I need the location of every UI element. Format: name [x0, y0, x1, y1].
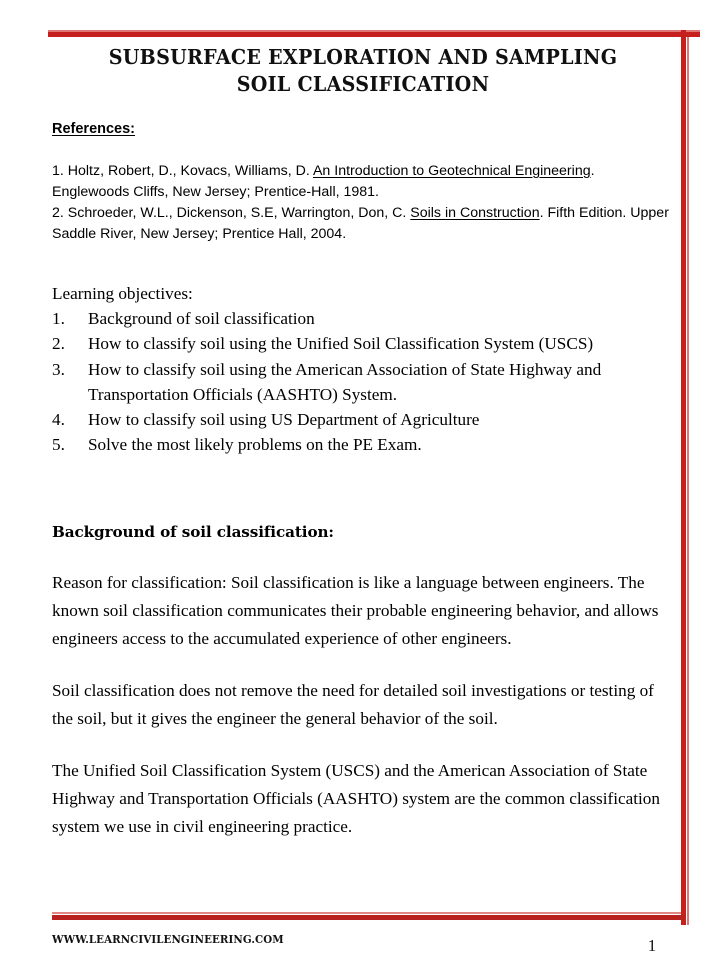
objective-text-5: Solve the most likely problems on the PE Exam.: [88, 435, 422, 455]
objective-number-4: 4.: [52, 410, 65, 430]
reference-1-suffix: . Englewoods Cliffs, New Jersey; Prentice-Hall, 1981.: [52, 163, 595, 200]
right-border-thick-line: [681, 30, 686, 925]
top-border-thick-line: [48, 32, 700, 37]
objective-item-5: [52, 432, 674, 457]
references-heading: References:: [52, 121, 136, 137]
footer-website-url: WWW.LEARNCIVILENGINEERING.COM: [52, 932, 284, 946]
bottom-border-thin-line: [52, 912, 686, 914]
top-border-rule: [48, 30, 700, 37]
objective-text-4: How to classify soil using US Department of Agriculture: [88, 410, 480, 430]
bottom-border-rule: [52, 912, 686, 920]
page-title-line-2: SOIL CLASSIFICATION: [236, 72, 490, 96]
objective-number-3: 3.: [52, 359, 65, 379]
reference-1-title: An Introduction to Geotechnical Engineering: [312, 163, 591, 179]
background-paragraph-3: The Unified Soil Classification System (USCS) and the American Association of State Highway and Transportation Officials (AASHTO) system are the common classification system we use in civil engineering practice.: [52, 761, 660, 837]
reference-2-suffix: . Fifth Edition. Upper Saddle River, New Jersey; Prentice Hall, 2004.: [52, 205, 669, 242]
learning-objectives-block: [52, 281, 674, 457]
reference-1-prefix: 1. Holtz, Robert, D., Kovacs, Williams, D.: [52, 163, 313, 179]
right-border-rule: [681, 30, 690, 925]
objective-number-2: 2.: [52, 334, 65, 354]
references-list: [52, 161, 674, 245]
page-title-line-1: SUBSURFACE EXPLORATION AND SAMPLING: [108, 45, 618, 69]
objective-number-1: 1.: [52, 309, 65, 329]
objective-number-5: 5.: [52, 435, 65, 455]
objective-text-3: How to classify soil using the American Association of State Highway and Transportation Officials (AASHTO) System.: [88, 359, 602, 404]
document-content: [52, 44, 674, 841]
objective-item-3: [52, 357, 674, 407]
objective-item-1: [52, 306, 674, 331]
reference-2-title: Soils in Construction: [410, 205, 540, 221]
objective-item-2: [52, 331, 674, 356]
objective-text-2: How to classify soil using the Unified Soil Classification System (USCS): [88, 334, 594, 354]
learning-objectives-list: [52, 306, 674, 457]
objective-text-1: Background of soil classification: [88, 309, 315, 329]
background-paragraph-1: Reason for classification: Soil classification is like a language between engineers. The known soil classification communicates their probable engineering behavior, and allows engineers access to the accumulated experience of other engineers.: [52, 573, 659, 649]
page-title: [74, 44, 652, 98]
background-paragraph-2: Soil classification does not remove the need for detailed soil investigations or testing of the soil, but it gives the engineer the general behavior of the soil.: [52, 681, 654, 729]
background-section-heading: Background of soil classification:: [52, 523, 334, 542]
top-border-thin-line: [48, 30, 700, 32]
bottom-border-thick-line: [52, 915, 686, 920]
right-border-thin-line: [687, 32, 689, 925]
footer-page-number: 1: [647, 936, 657, 955]
reference-entry-2: [52, 203, 674, 245]
reference-2-prefix: 2. Schroeder, W.L., Dickenson, S.E, Warrington, Don, C.: [52, 205, 411, 221]
reference-entry-1: [52, 161, 674, 203]
learning-objectives-label: Learning objectives:: [52, 284, 193, 303]
objective-item-4: [52, 407, 674, 432]
